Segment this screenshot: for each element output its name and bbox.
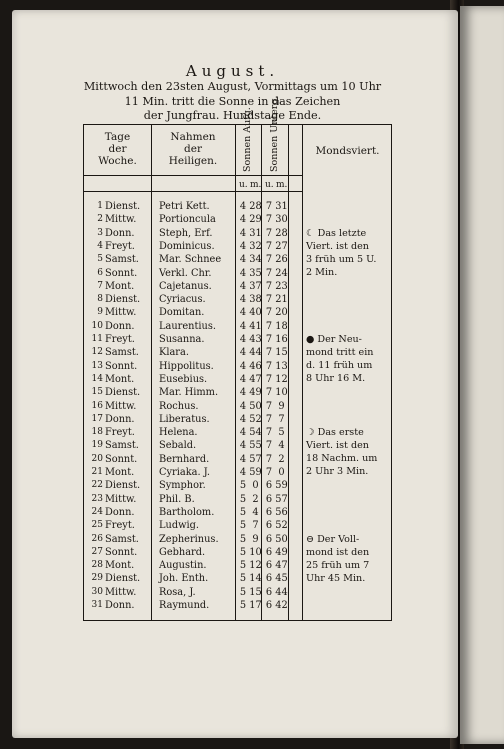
sunrise-minute: 4 bbox=[252, 506, 259, 518]
page-header bbox=[60, 62, 405, 124]
sunrise-minute: 12 bbox=[249, 560, 262, 572]
sunset-minute: 50 bbox=[275, 533, 288, 545]
table-row bbox=[84, 400, 393, 413]
day-number: 27 bbox=[91, 546, 103, 557]
saint-name: Cajetanus. bbox=[159, 280, 212, 292]
day-number: 13 bbox=[91, 360, 103, 371]
saint-name: Helena. bbox=[159, 427, 198, 439]
moon-note-line: d. 11 früh um bbox=[306, 360, 373, 371]
table-row bbox=[84, 200, 393, 213]
moon-note-line: ☾ Das letzte bbox=[306, 227, 367, 239]
sunrise-hour: 4 bbox=[239, 240, 247, 252]
sunset-minute: 27 bbox=[275, 240, 288, 252]
sunrise-minute: 47 bbox=[249, 373, 262, 385]
weekday: Donn. bbox=[105, 506, 135, 518]
day-number: 15 bbox=[91, 387, 103, 398]
adjacent-page bbox=[460, 6, 504, 744]
weekday: Mont. bbox=[105, 560, 135, 572]
saint-name: Phil. B. bbox=[159, 493, 195, 505]
saint-name: Portioncula bbox=[159, 214, 216, 226]
day-number: 29 bbox=[91, 573, 103, 584]
day-number: 23 bbox=[91, 493, 103, 504]
table-row bbox=[84, 280, 393, 293]
sunset-hour: 7 bbox=[265, 387, 273, 399]
sunset-hour: 7 bbox=[265, 360, 273, 372]
sunrise-hour: 4 bbox=[239, 467, 247, 478]
weekday: Samst. bbox=[105, 254, 139, 266]
saint-name: Susanna. bbox=[159, 334, 205, 345]
sunset-hour: 7 bbox=[265, 427, 273, 439]
sunset-hour: 7 bbox=[265, 201, 273, 212]
day-number: 9 bbox=[97, 307, 103, 318]
sunrise-hour: 5 bbox=[239, 493, 247, 505]
day-number: 6 bbox=[97, 267, 103, 278]
sunset-minute: 4 bbox=[278, 440, 285, 452]
weekday: Freyt. bbox=[105, 240, 135, 252]
sunset-minute: 23 bbox=[275, 280, 288, 292]
sunset-hour: 7 bbox=[265, 440, 273, 452]
weekday: Sonnt. bbox=[105, 453, 138, 465]
sunrise-minute: 54 bbox=[249, 427, 262, 439]
table-row bbox=[84, 479, 393, 492]
day-number: 20 bbox=[91, 453, 103, 464]
sunrise-minute: 50 bbox=[249, 400, 262, 412]
sunrise-hour: 4 bbox=[239, 440, 247, 452]
sunrise-minute: 55 bbox=[249, 440, 262, 452]
weekday: Samst. bbox=[105, 347, 139, 359]
table-row bbox=[84, 306, 393, 319]
weekday: Dienst. bbox=[105, 201, 141, 212]
day-number: 10 bbox=[91, 320, 103, 331]
saint-name: Augustin. bbox=[159, 560, 207, 572]
day-number: 5 bbox=[97, 254, 103, 265]
sunset-hour: 7 bbox=[265, 307, 273, 319]
days-column-header: Tage der Woche. bbox=[98, 131, 137, 167]
sunrise-hour: 5 bbox=[239, 546, 247, 558]
sunset-minute: 2 bbox=[278, 453, 285, 465]
day-number: 17 bbox=[91, 413, 103, 424]
sunrise-minute: 40 bbox=[249, 307, 262, 319]
weekday: Mont. bbox=[105, 280, 135, 292]
sunrise-minute: 29 bbox=[249, 214, 262, 226]
sunset-hour: 7 bbox=[265, 334, 273, 345]
saint-name: Cyriacus. bbox=[159, 294, 206, 306]
sunrise-hour: 5 bbox=[239, 586, 247, 598]
sunset-minute: 16 bbox=[275, 334, 288, 345]
sunrise-hour: 4 bbox=[239, 400, 247, 412]
unit-minute-label: m. bbox=[276, 180, 288, 190]
day-number: 30 bbox=[91, 586, 103, 597]
moon-note-line: 2 Min. bbox=[306, 266, 338, 278]
weekday: Samst. bbox=[105, 440, 139, 452]
sunset-minute: 49 bbox=[275, 546, 288, 558]
weekday: Dienst. bbox=[105, 480, 141, 492]
sunrise-hour: 5 bbox=[239, 480, 247, 492]
sunrise-minute: 57 bbox=[249, 453, 262, 465]
moon-note-line: 2 Uhr 3 Min. bbox=[306, 466, 369, 478]
sunrise-hour: 4 bbox=[239, 294, 247, 306]
sunset-hour: 7 bbox=[265, 400, 273, 412]
sunrise-minute: 32 bbox=[249, 240, 262, 252]
sunset-hour: 7 bbox=[265, 453, 273, 465]
sunset-hour: 7 bbox=[265, 347, 273, 359]
sunrise-minute: 28 bbox=[249, 201, 262, 212]
table-row bbox=[84, 493, 393, 506]
sunrise-minute: 37 bbox=[249, 280, 262, 292]
moon-phase-note bbox=[306, 333, 398, 385]
day-number: 2 bbox=[97, 214, 103, 225]
day-number: 14 bbox=[91, 373, 103, 384]
sunrise-minute: 10 bbox=[249, 546, 262, 558]
weekday: Sonnt. bbox=[105, 546, 138, 558]
saint-name: Zepherinus. bbox=[159, 533, 219, 545]
sunrise-hour: 4 bbox=[239, 320, 247, 332]
sunset-minute: 42 bbox=[275, 600, 288, 611]
moon-note-line: 8 Uhr 16 M. bbox=[306, 373, 366, 384]
sunset-hour: 7 bbox=[265, 240, 273, 252]
moon-note-line: mond ist den bbox=[306, 546, 370, 558]
weekday: Donn. bbox=[105, 227, 135, 239]
saint-name: Laurentius. bbox=[159, 320, 216, 332]
sunset-minute: 9 bbox=[278, 400, 285, 412]
weekday: Freyt. bbox=[105, 334, 135, 345]
day-number: 3 bbox=[97, 227, 103, 238]
saint-name: Petri Kett. bbox=[159, 201, 210, 212]
table-row bbox=[84, 599, 393, 612]
sunset-hour: 6 bbox=[265, 573, 273, 585]
day-number: 8 bbox=[97, 294, 103, 305]
sunset-hour: 6 bbox=[265, 560, 273, 572]
day-number: 24 bbox=[91, 506, 103, 517]
sunrise-hour: 5 bbox=[239, 560, 247, 572]
sunset-hour: 7 bbox=[265, 254, 273, 266]
table-row bbox=[84, 386, 393, 399]
sunrise-hour: 5 bbox=[239, 533, 247, 545]
sunset-minute: 18 bbox=[275, 320, 288, 332]
moon-phase-note bbox=[306, 227, 398, 279]
sunrise-minute: 7 bbox=[252, 520, 259, 532]
day-number: 25 bbox=[91, 520, 103, 531]
moon-note-line: Viert. ist den bbox=[306, 240, 369, 252]
moon-column-header: Mondsviert. bbox=[315, 145, 380, 157]
sunset-minute: 28 bbox=[275, 227, 288, 239]
weekday: Sonnt. bbox=[105, 267, 138, 279]
saint-name: Mar. Schnee bbox=[159, 254, 222, 266]
sunrise-hour: 4 bbox=[239, 214, 247, 226]
moon-phase-note bbox=[306, 533, 398, 585]
header-line-2: 11 Min. tritt die Sonne in das Zeichen bbox=[124, 94, 341, 108]
weekday: Donn. bbox=[105, 413, 135, 425]
moon-note-line: mond tritt ein bbox=[306, 347, 374, 358]
saint-name: Raymund. bbox=[159, 600, 210, 611]
sunset-minute: 31 bbox=[275, 201, 288, 212]
unit-rule bbox=[84, 191, 302, 192]
sunset-hour: 6 bbox=[265, 533, 273, 545]
sunrise-hour: 5 bbox=[239, 600, 247, 611]
saint-name: Hippolitus. bbox=[159, 360, 214, 372]
sunset-minute: 20 bbox=[275, 307, 288, 319]
sunrise-hour: 4 bbox=[239, 307, 247, 319]
sunrise-minute: 44 bbox=[249, 347, 262, 359]
table-row bbox=[84, 293, 393, 306]
moon-note-line: ● Der Neu- bbox=[306, 334, 362, 345]
day-number: 1 bbox=[97, 201, 103, 211]
weekday: Samst. bbox=[105, 533, 139, 545]
moon-note-line: 3 früh um 5 U. bbox=[306, 253, 377, 265]
weekday: Dienst. bbox=[105, 387, 141, 399]
weekday: Freyt. bbox=[105, 427, 135, 439]
sunrise-minute: 35 bbox=[249, 267, 262, 279]
sunset-minute: 59 bbox=[275, 480, 288, 492]
sunset-minute: 5 bbox=[278, 427, 285, 439]
sunset-minute: 57 bbox=[275, 493, 288, 505]
sunset-minute: 0 bbox=[278, 467, 285, 478]
sunrise-minute: 15 bbox=[249, 586, 262, 598]
sunset-minute: 47 bbox=[275, 560, 288, 572]
month-title: August. bbox=[185, 62, 280, 80]
sunset-hour: 7 bbox=[265, 467, 273, 478]
weekday: Dienst. bbox=[105, 573, 141, 585]
weekday: Mittw. bbox=[105, 307, 137, 319]
sunset-minute: 21 bbox=[275, 294, 288, 306]
saint-name: Verkl. Chr. bbox=[159, 267, 212, 279]
sunrise-minute: 17 bbox=[249, 600, 262, 611]
sunset-minute: 30 bbox=[275, 214, 288, 226]
unit-hour-label: u. bbox=[265, 180, 274, 190]
sunrise-hour: 4 bbox=[239, 387, 247, 399]
sunset-minute: 52 bbox=[275, 520, 288, 532]
weekday: Dienst. bbox=[105, 294, 141, 306]
day-number: 4 bbox=[97, 240, 103, 251]
header-line-3: der Jungfrau. Hundstage Ende. bbox=[143, 109, 322, 122]
saint-name: Liberatus. bbox=[159, 413, 210, 425]
saint-name: Klara. bbox=[159, 347, 189, 359]
sunset-hour: 7 bbox=[265, 280, 273, 292]
sunset-minute: 56 bbox=[275, 506, 288, 518]
saint-name: Gebhard. bbox=[159, 546, 206, 558]
day-number: 16 bbox=[91, 400, 103, 411]
table-row bbox=[84, 506, 393, 519]
header-line-1: Mittwoch den 23sten August, Vormittags um 10 Uhr bbox=[83, 80, 382, 93]
day-number: 26 bbox=[91, 533, 103, 544]
sunrise-minute: 43 bbox=[249, 334, 262, 345]
sunset-minute: 24 bbox=[275, 267, 288, 279]
sunset-hour: 6 bbox=[265, 520, 273, 532]
sunrise-minute: 31 bbox=[249, 227, 262, 239]
day-number: 18 bbox=[91, 427, 103, 438]
sunrise-hour: 4 bbox=[239, 360, 247, 372]
saint-name: Bartholom. bbox=[159, 506, 215, 518]
saints-column-header: Nahmen der Heiligen. bbox=[168, 131, 218, 167]
day-number: 19 bbox=[91, 440, 103, 451]
sunset-hour: 6 bbox=[265, 600, 273, 611]
sunrise-hour: 4 bbox=[239, 453, 247, 465]
moon-note-line: 18 Nachm. um bbox=[306, 453, 378, 465]
sunrise-minute: 59 bbox=[249, 467, 262, 478]
saint-name: Rosa, J. bbox=[159, 586, 196, 598]
weekday: Mittw. bbox=[105, 400, 137, 412]
sunset-column-header: Sonnen Unterg. bbox=[269, 95, 280, 172]
saint-name: Steph, Erf. bbox=[159, 227, 213, 239]
table-row bbox=[84, 320, 393, 333]
sunrise-minute: 38 bbox=[249, 294, 262, 306]
day-number: 11 bbox=[91, 334, 103, 344]
sunset-hour: 7 bbox=[265, 413, 273, 425]
sunrise-hour: 5 bbox=[239, 506, 247, 518]
saint-name: Symphor. bbox=[159, 480, 206, 492]
sunrise-hour: 5 bbox=[239, 573, 247, 585]
day-number: 21 bbox=[91, 467, 103, 477]
weekday: Sonnt. bbox=[105, 360, 138, 372]
sunrise-hour: 4 bbox=[239, 334, 247, 345]
saint-name: Joh. Enth. bbox=[159, 573, 209, 585]
sunrise-hour: 4 bbox=[239, 267, 247, 279]
sunrise-hour: 5 bbox=[239, 520, 247, 532]
sunrise-hour: 4 bbox=[239, 373, 247, 385]
saint-name: Mar. Himm. bbox=[159, 387, 219, 399]
sunrise-minute: 14 bbox=[249, 573, 262, 585]
sunrise-column-header: Sonnen Aufg. bbox=[242, 107, 253, 172]
saint-name: Domitan. bbox=[159, 307, 205, 319]
sunset-minute: 12 bbox=[275, 373, 288, 385]
weekday: Donn. bbox=[105, 320, 135, 332]
sunset-minute: 10 bbox=[275, 387, 288, 399]
sunrise-hour: 4 bbox=[239, 254, 247, 266]
sunrise-hour: 4 bbox=[239, 413, 247, 425]
sunset-hour: 7 bbox=[265, 294, 273, 306]
saint-name: Sebald. bbox=[159, 440, 197, 452]
sunrise-minute: 52 bbox=[249, 413, 262, 425]
weekday: Mittw. bbox=[105, 493, 137, 505]
day-number: 12 bbox=[91, 347, 103, 358]
day-number: 28 bbox=[91, 560, 103, 571]
table-row bbox=[84, 586, 393, 599]
sunset-hour: 7 bbox=[265, 227, 273, 239]
sunrise-minute: 2 bbox=[252, 493, 259, 505]
day-number: 31 bbox=[91, 600, 103, 610]
header-rule bbox=[84, 175, 302, 176]
saint-name: Bernhard. bbox=[159, 453, 210, 465]
weekday: Mont. bbox=[105, 467, 135, 478]
sunset-hour: 7 bbox=[265, 320, 273, 332]
sunset-minute: 13 bbox=[275, 360, 288, 372]
moon-note-line: ⊖ Der Voll- bbox=[306, 533, 360, 545]
sunrise-minute: 9 bbox=[252, 533, 259, 545]
saint-name: Ludwig. bbox=[159, 520, 199, 532]
weekday: Mittw. bbox=[105, 586, 137, 598]
unit-hour-label: u. bbox=[239, 180, 248, 190]
saint-name: Dominicus. bbox=[159, 240, 215, 252]
sunset-hour: 7 bbox=[265, 373, 273, 385]
sunset-minute: 26 bbox=[275, 254, 288, 266]
sunset-minute: 15 bbox=[275, 347, 288, 359]
unit-minute-label: m. bbox=[250, 180, 262, 190]
sunrise-minute: 49 bbox=[249, 387, 262, 399]
sunset-hour: 6 bbox=[265, 493, 273, 505]
sunrise-minute: 41 bbox=[249, 320, 262, 332]
sunset-hour: 6 bbox=[265, 506, 273, 518]
sunset-minute: 45 bbox=[275, 573, 288, 585]
sunset-hour: 6 bbox=[265, 480, 273, 492]
day-number: 22 bbox=[91, 480, 103, 491]
moon-note-line: 25 früh um 7 bbox=[306, 559, 370, 571]
table-row bbox=[84, 213, 393, 226]
weekday: Mittw. bbox=[105, 214, 137, 226]
sunset-hour: 6 bbox=[265, 586, 273, 598]
sunrise-minute: 0 bbox=[252, 480, 259, 492]
sunrise-hour: 4 bbox=[239, 427, 247, 439]
sunrise-hour: 4 bbox=[239, 280, 247, 292]
saint-name: Eusebius. bbox=[159, 373, 208, 385]
sunset-minute: 7 bbox=[278, 413, 285, 425]
moon-note-line: ☽ Das erste bbox=[306, 427, 364, 439]
table-row bbox=[84, 413, 393, 426]
saint-name: Cyriaka. J. bbox=[159, 467, 210, 478]
day-number: 7 bbox=[97, 280, 103, 291]
saint-name: Rochus. bbox=[159, 400, 199, 412]
weekday: Mont. bbox=[105, 373, 135, 385]
moon-phase-note bbox=[306, 426, 398, 478]
sunset-hour: 7 bbox=[265, 267, 273, 279]
moon-note-line: Uhr 45 Min. bbox=[306, 572, 366, 584]
sunrise-minute: 34 bbox=[249, 254, 262, 266]
table-row bbox=[84, 519, 393, 532]
sunrise-hour: 4 bbox=[239, 347, 247, 359]
moon-note-line: Viert. ist den bbox=[306, 440, 369, 452]
sunset-hour: 7 bbox=[265, 214, 273, 226]
weekday: Freyt. bbox=[105, 520, 135, 532]
weekday: Donn. bbox=[105, 600, 135, 611]
sunrise-hour: 4 bbox=[239, 227, 247, 239]
sunset-minute: 44 bbox=[275, 586, 288, 598]
sunrise-hour: 4 bbox=[239, 201, 247, 212]
sunrise-minute: 46 bbox=[249, 360, 262, 372]
sunset-hour: 6 bbox=[265, 546, 273, 558]
